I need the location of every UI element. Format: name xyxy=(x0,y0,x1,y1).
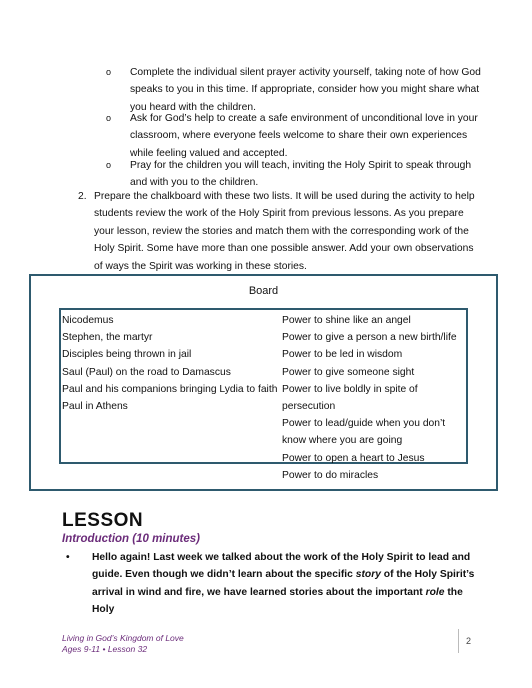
board-title: Board xyxy=(248,285,279,297)
page-number: 2 xyxy=(466,636,472,646)
lesson-heading: LESSON xyxy=(62,510,144,531)
footer-title xyxy=(62,633,184,655)
power-item: Power to lead/guide when you don’t know where you are going xyxy=(282,418,446,447)
footer-line-2: Ages 9-11 • Lesson 32 xyxy=(62,644,148,654)
story-item: Disciples being thrown in jail xyxy=(62,349,192,361)
story-item: Nicodemus xyxy=(62,315,114,326)
circle-bullet-icon: o xyxy=(106,67,112,77)
subitem-text: Complete the individual silent prayer activity yourself, taking note of how God speaks to you in this time. If appropriate, consider how you might share what you heard with the children. xyxy=(130,67,481,113)
power-item: Power to be led in wisdom xyxy=(282,349,403,361)
footer-line-1: Living in God’s Kingdom of Love xyxy=(62,633,184,643)
introduction-heading: Introduction (10 minutes) xyxy=(62,533,200,545)
story-item: Stephen, the martyr xyxy=(62,332,153,344)
power-item: Power to shine like an angel xyxy=(282,315,411,326)
bullet-dot-icon: • xyxy=(66,552,70,563)
circle-bullet-icon: o xyxy=(106,113,112,123)
subitem-text: Pray for the children you will teach, inviting the Holy Spirit to speak through and with you to the children. xyxy=(130,160,472,189)
numbered-item-2 xyxy=(78,188,478,275)
power-item: Power to give a person a new birth/life xyxy=(282,332,457,344)
power-item: Power to give someone sight xyxy=(282,366,415,378)
board-powers-list xyxy=(282,312,464,484)
story-item: Paul and his companions bringing Lydia to faith xyxy=(62,383,278,395)
item-number: 2. xyxy=(78,191,87,202)
power-item: Power to do miracles xyxy=(282,469,379,481)
story-item: Saul (Paul) on the road to Damascus xyxy=(62,366,231,378)
power-item: Power to live boldly in spite of persecution xyxy=(282,383,418,413)
story-item: Paul in Athens xyxy=(62,401,128,413)
prayer-subitem-1 xyxy=(106,64,490,116)
subitem-text: Ask for God’s help to create a safe environment of unconditional love in your classroom, where everyone feels welcome to share their own experiences while feeling valued and accepted. xyxy=(130,113,478,159)
power-item: Power to open a heart to Jesus xyxy=(282,452,425,464)
lesson-intro-text: Hello again! Last week we talked about the work of the Holy Spirit to lead and guide. Even though we didn’t learn about the specific story of the Holy Spirit’s arrival in wind and fire, we have learned stories about the important role the Holy xyxy=(92,552,475,616)
footer-divider xyxy=(458,629,459,653)
lesson-intro-bullet xyxy=(66,549,486,619)
prayer-subitem-2 xyxy=(106,110,490,162)
board-stories-list xyxy=(62,312,278,415)
circle-bullet-icon: o xyxy=(106,160,112,170)
prayer-subitem-3 xyxy=(106,157,490,192)
item-text: Prepare the chalkboard with these two lists. It will be used during the activity to help students review the work of the Holy Spirit from previous lessons. As you prepare your lesson, review the stories and match them with the corresponding work of the Holy Spirit. Some have more than one possible answer. Add your own observations of ways the Spirit was working in these stories. xyxy=(94,191,475,272)
